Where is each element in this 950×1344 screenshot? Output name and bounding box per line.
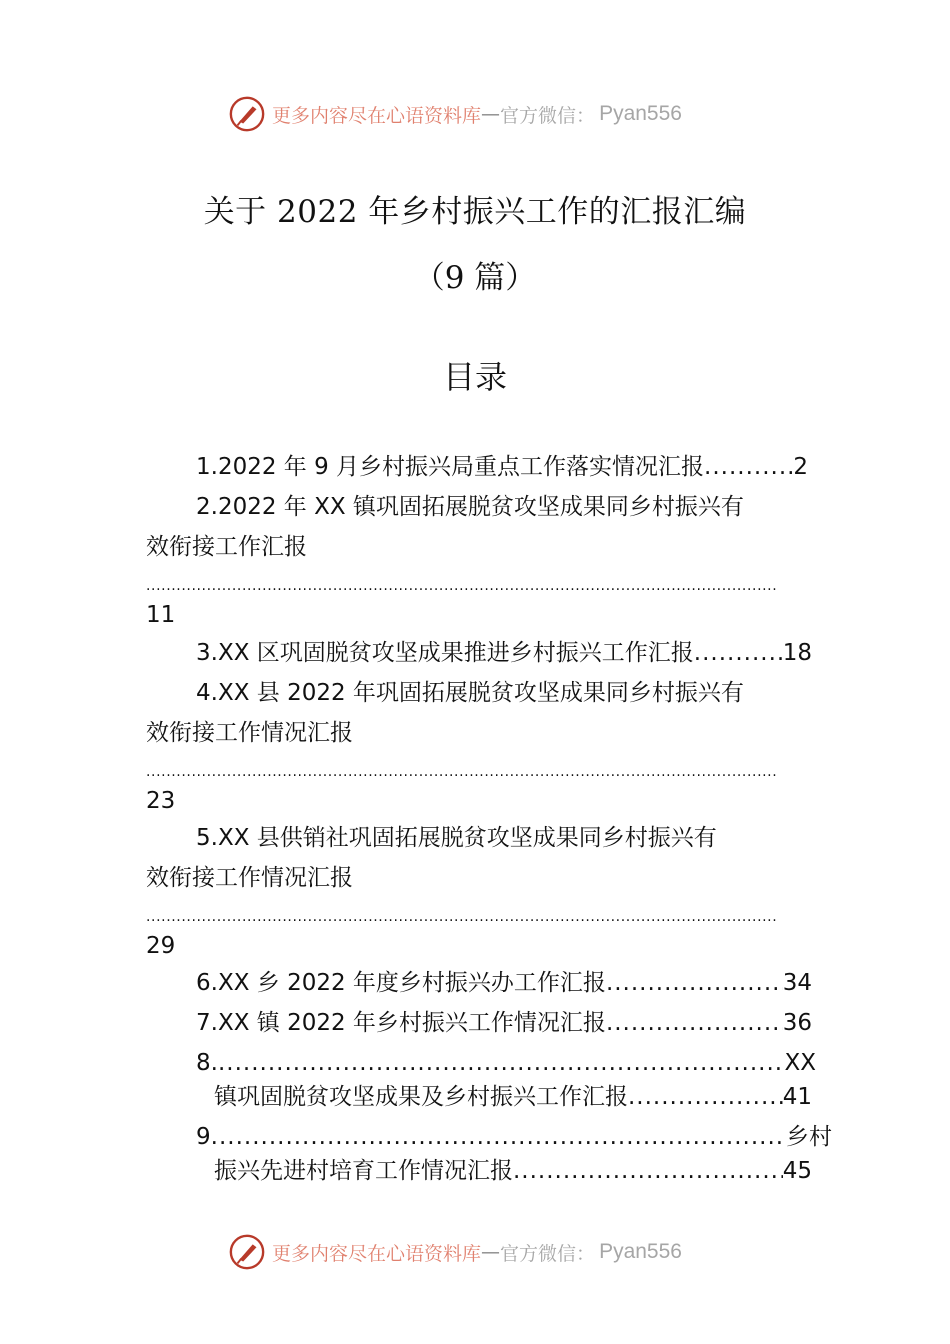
- toc-entry-9-title: 振兴先进村培育工作情况汇报: [214, 1158, 513, 1184]
- ink-pen-logo-icon: [228, 1233, 266, 1271]
- footer-banner: [0, 1232, 950, 1272]
- toc-entry-8-leader: [218, 1047, 785, 1079]
- toc-entry-8-page: 41: [782, 1084, 812, 1110]
- toc-entry-3-title: 3.XX 区巩固脱贫攻坚成果推进乡村振兴工作汇报: [196, 640, 694, 666]
- toc-entry-8[interactable]: [196, 1047, 816, 1079]
- toc-entry-4-title[interactable]: 4.XX 县 2022 年巩固拓展脱贫攻坚成果同乡村振兴有: [196, 680, 744, 706]
- toc-entry-4-title-cont[interactable]: 效衔接工作情况汇报: [146, 720, 353, 746]
- toc-entry-8-cont[interactable]: [214, 1081, 812, 1113]
- toc-entry-6-title: 6.XX 乡 2022 年度乡村振兴办工作汇报: [196, 970, 606, 996]
- toc-entry-9-leader: [211, 1121, 786, 1153]
- document-title: 关于 2022 年乡村振兴工作的汇报汇编: [203, 194, 747, 230]
- toc-entry-6-page: 34: [782, 970, 812, 996]
- toc-entry-2-title[interactable]: 2.2022 年 XX 镇巩固拓展脱贫攻坚成果同乡村振兴有: [196, 494, 744, 520]
- footer-wechat-label: 官方微信：: [500, 1242, 596, 1265]
- toc-entry-3-leader: [694, 637, 783, 669]
- document-subtitle: （9 篇）: [413, 260, 537, 296]
- toc-entry-1-leader: [704, 451, 793, 483]
- header-banner: [0, 94, 950, 134]
- toc-entry-2-leader: [146, 576, 776, 596]
- toc-entry-1-title: 1.2022 年 9 月乡村振兴局重点工作落实情况汇报: [196, 454, 705, 480]
- toc-entry-1-page: 2: [793, 454, 808, 480]
- toc-entry-6[interactable]: [196, 967, 812, 999]
- toc-entry-8-number: 8.: [196, 1050, 218, 1076]
- wechat-id: Pyan556: [599, 102, 682, 125]
- toc-entry-2-page: 11: [146, 602, 176, 628]
- toc-entry-3[interactable]: [196, 637, 812, 669]
- toc-entry-9-leader-2: [513, 1155, 783, 1187]
- toc-entry-5-title[interactable]: 5.XX 县供销社巩固拓展脱贫攻坚成果同乡村振兴有: [196, 825, 717, 851]
- banner-slogan: 更多内容尽在心语资料库: [272, 104, 482, 127]
- footer-wechat-id: Pyan556: [599, 1240, 682, 1263]
- toc-entry-7-title: 7.XX 镇 2022 年乡村振兴工作情况汇报: [196, 1010, 606, 1036]
- toc-entry-9[interactable]: [196, 1121, 832, 1153]
- toc-entry-5-title-cont[interactable]: 效衔接工作情况汇报: [146, 865, 353, 891]
- toc-entry-3-page: 18: [782, 640, 812, 666]
- toc-entry-9-page: 45: [782, 1158, 812, 1184]
- wechat-label: 官方微信：: [500, 104, 596, 127]
- toc-entry-9-cont[interactable]: [214, 1155, 812, 1187]
- toc-entry-8-leader-2: [628, 1081, 783, 1113]
- toc-entry-7-leader: [606, 1007, 783, 1039]
- toc-entry-5-leader: [146, 907, 776, 927]
- toc-entry-8-title: 镇巩固脱贫攻坚成果及乡村振兴工作汇报: [214, 1084, 628, 1110]
- toc-entry-6-leader: [606, 967, 783, 999]
- toc-entry-8-title-start: XX: [784, 1050, 816, 1076]
- footer-slogan: 更多内容尽在心语资料库: [272, 1242, 482, 1265]
- toc-entry-9-title-start: 乡村: [786, 1124, 832, 1150]
- toc-entry-7[interactable]: [196, 1007, 812, 1039]
- toc-entry-7-page: 36: [782, 1010, 812, 1036]
- toc-entry-4-page: 23: [146, 788, 176, 814]
- toc-entry-5-page: 29: [146, 933, 176, 959]
- toc-entry-1[interactable]: [196, 451, 808, 483]
- toc-entry-9-number: 9: [196, 1124, 211, 1150]
- ink-pen-logo-icon: [228, 95, 266, 133]
- toc-entry-2-title-cont[interactable]: 效衔接工作汇报: [146, 534, 307, 560]
- footer-dash: —: [481, 1241, 501, 1263]
- banner-dash: —: [481, 103, 501, 125]
- toc-entry-4-leader: [146, 762, 776, 782]
- toc-heading: 目录: [442, 358, 507, 396]
